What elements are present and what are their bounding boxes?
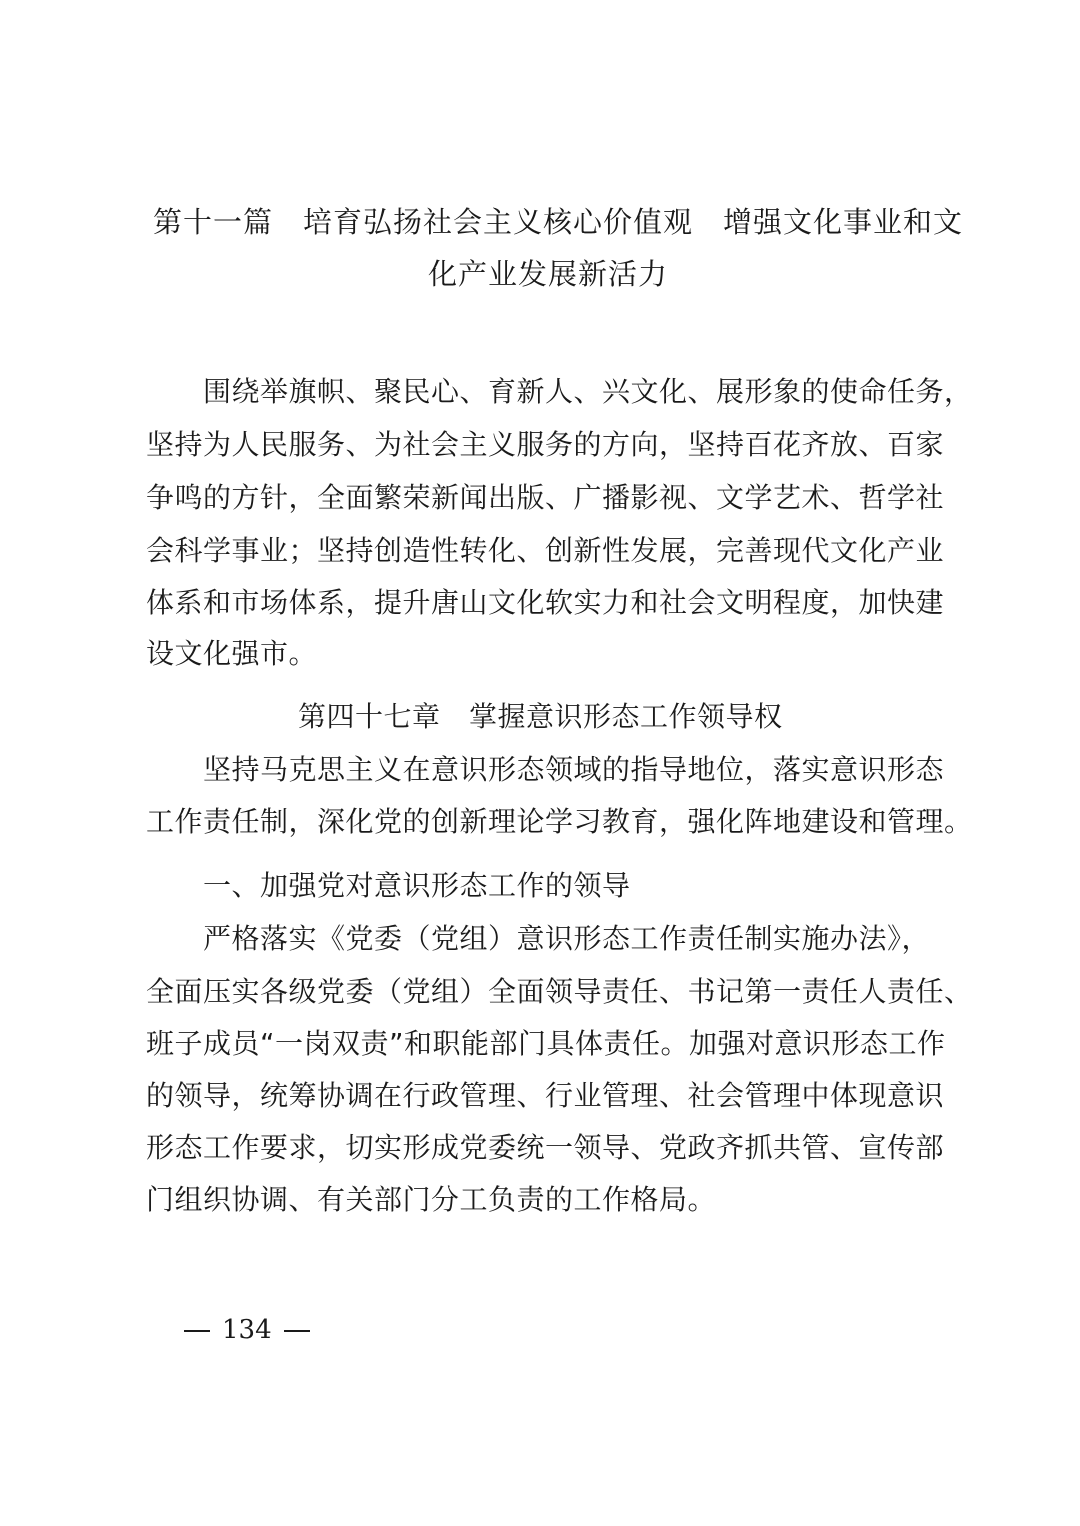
section-paragraph-line: 全面压实各级党委（党组）全面领导责任、书记第一责任人责任、 — [146, 975, 973, 1008]
part-title-line-2: 化产业发展新活力 — [428, 257, 669, 291]
intro-paragraph-line: 设文化强市。 — [146, 637, 318, 670]
intro-paragraph-line: 围绕举旗帜、聚民心、育新人、兴文化、展形象的使命任务， — [203, 375, 973, 408]
chapter-paragraph-line: 坚持马克思主义在意识形态领域的指导地位，落实意识形态 — [203, 753, 945, 786]
section-paragraph-line: 门组织协调、有关部门分工负责的工作格局。 — [146, 1183, 717, 1216]
page-number — [172, 1312, 322, 1348]
intro-paragraph-line: 会科学事业；坚持创造性转化、创新性发展，完善现代文化产业 — [146, 534, 945, 567]
intro-paragraph-line: 争鸣的方针，全面繁荣新闻出版、广播影视、文学艺术、哲学社 — [146, 481, 945, 514]
section-paragraph-line: 的领导，统筹协调在行政管理、行业管理、社会管理中体现意识 — [146, 1079, 945, 1112]
section-paragraph-line: 形态工作要求，切实形成党委统一领导、党政齐抓共管、宣传部 — [146, 1131, 945, 1164]
section-heading: 一、加强党对意识形态工作的领导 — [203, 869, 631, 902]
chapter-paragraph-line: 工作责任制，深化党的创新理论学习教育，强化阵地建设和管理。 — [146, 805, 973, 838]
page-number-value: 134 — [222, 1315, 272, 1345]
intro-paragraph-line: 坚持为人民服务、为社会主义服务的方向，坚持百花齐放、百家 — [146, 428, 945, 461]
section-paragraph-line: 严格落实《党委（党组）意识形态工作责任制实施办法》， — [203, 922, 931, 955]
section-paragraph-line: 班子成员“一岗双责”和职能部门具体责任。加强对意识形态工作 — [146, 1027, 946, 1060]
dash-right — [284, 1330, 310, 1332]
intro-paragraph-line: 体系和市场体系，提升唐山文化软实力和社会文明程度，加快建 — [146, 586, 945, 619]
chapter-title: 第四十七章 掌握意识形态工作领导权 — [298, 700, 783, 733]
part-title-line-1: 第十一篇 培育弘扬社会主义核心价值观 增强文化事业和文 — [153, 205, 964, 239]
dash-left — [184, 1330, 210, 1332]
